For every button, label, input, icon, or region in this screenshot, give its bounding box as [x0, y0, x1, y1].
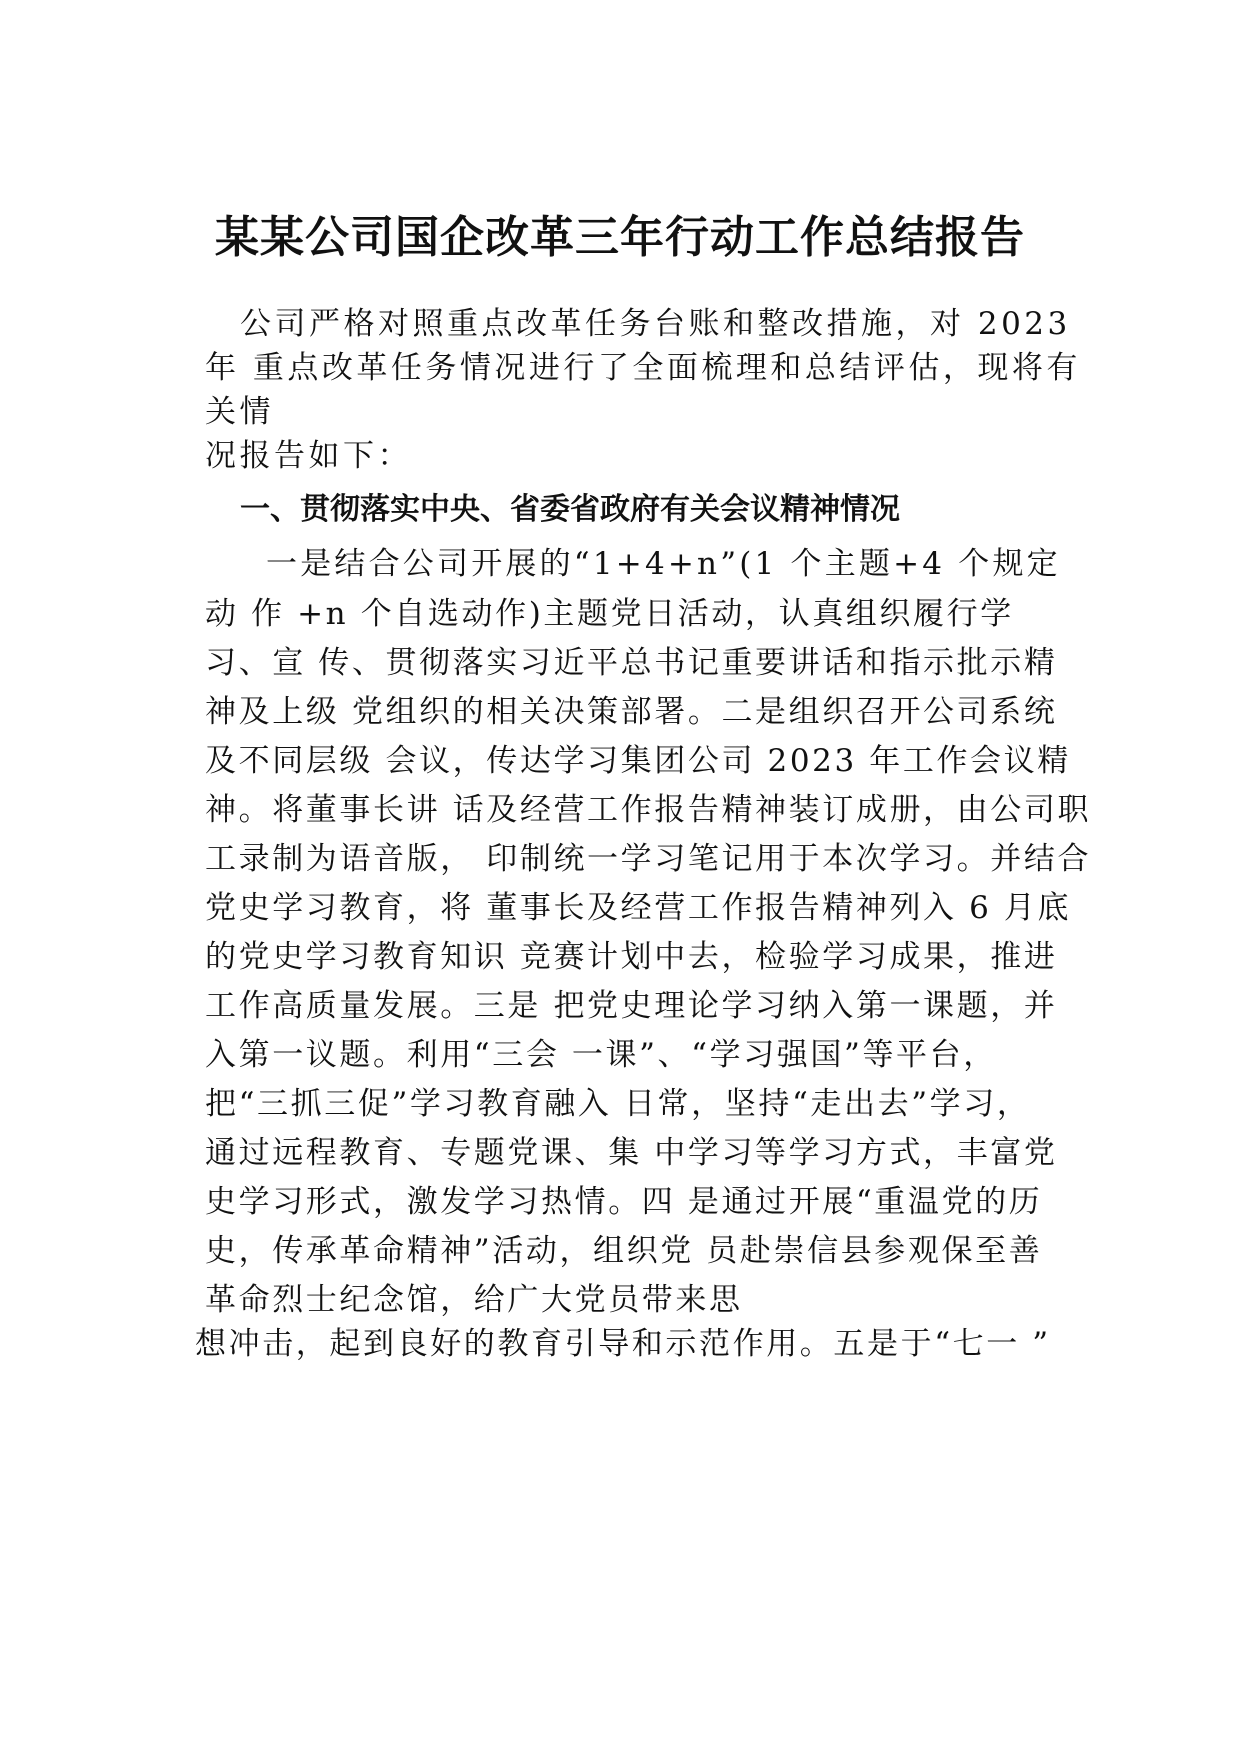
section-1-line-17: 想冲击，起到良好的教育引导和示范作用。五是于“七一 ”	[195, 1326, 1051, 1362]
section-1-line-15: 史，传承革命精神”活动，组织党 员赴崇信县参观保至善	[205, 1233, 1043, 1269]
intro-line-2: 年 重点改革任务情况进行了全面梳理和总结评估，现将有	[205, 350, 1081, 386]
section-1-line-4: 神及上级 党组织的相关决策部署。二是组织召开公司系统	[205, 694, 1058, 730]
intro-line-4: 况报告如下：	[205, 438, 412, 474]
section-1-line-11: 入第一议题。利用“三会 一课”、“学习强国”等平台，	[205, 1037, 997, 1073]
section-1-line-16: 革命烈士纪念馆，给广大党员带来思	[205, 1282, 743, 1318]
intro-line-1: 公司严格对照重点改革任务台账和整改措施，对 2023	[240, 306, 1071, 342]
section-1-line-2: 动 作 +n 个自选动作)主题党日活动，认真组织履行学	[205, 596, 1014, 632]
section-1-line-14: 史学习形式，激发学习热情。四 是通过开展“重温党的历	[205, 1184, 1043, 1220]
section-1-line-9: 的党史学习教育知识 竞赛计划中去，检验学习成果，推进	[205, 939, 1058, 975]
section-1-line-5: 及不同层级 会议，传达学习集团公司 2023 年工作会议精	[205, 743, 1071, 779]
section-1-line-3: 习、宣 传、贯彻落实习近平总书记重要讲话和指示批示精	[205, 645, 1058, 681]
document-title: 某某公司国企改革三年行动工作总结报告	[215, 212, 1025, 263]
section-1-line-7: 工录制为语音版， 印制统一学习笔记用于本次学习。并结合	[205, 841, 1092, 877]
section-1-line-8: 党史学习教育，将 董事长及经营工作报告精神列入 6 月底	[205, 890, 1072, 926]
section-1-line-12: 把“三抓三促”学习教育融入 日常，坚持“走出去”学习，	[205, 1086, 1031, 1122]
section-1-line-10: 工作高质量发展。三是 把党史理论学习纳入第一课题，并	[205, 988, 1058, 1024]
section-1-line-13: 通过远程教育、专题党课、集 中学习等学习方式，丰富党	[205, 1135, 1058, 1171]
section-1-line-6: 神。将董事长讲 话及经营工作报告精神装订成册，由公司职	[205, 792, 1092, 828]
section-1-line-1: 一是结合公司开展的“1+4+n”(1 个主题+4 个规定	[266, 546, 1061, 582]
intro-line-3: 关情	[205, 394, 274, 430]
section-1-heading: 一、贯彻落实中央、省委省政府有关会议精神情况	[240, 492, 900, 527]
